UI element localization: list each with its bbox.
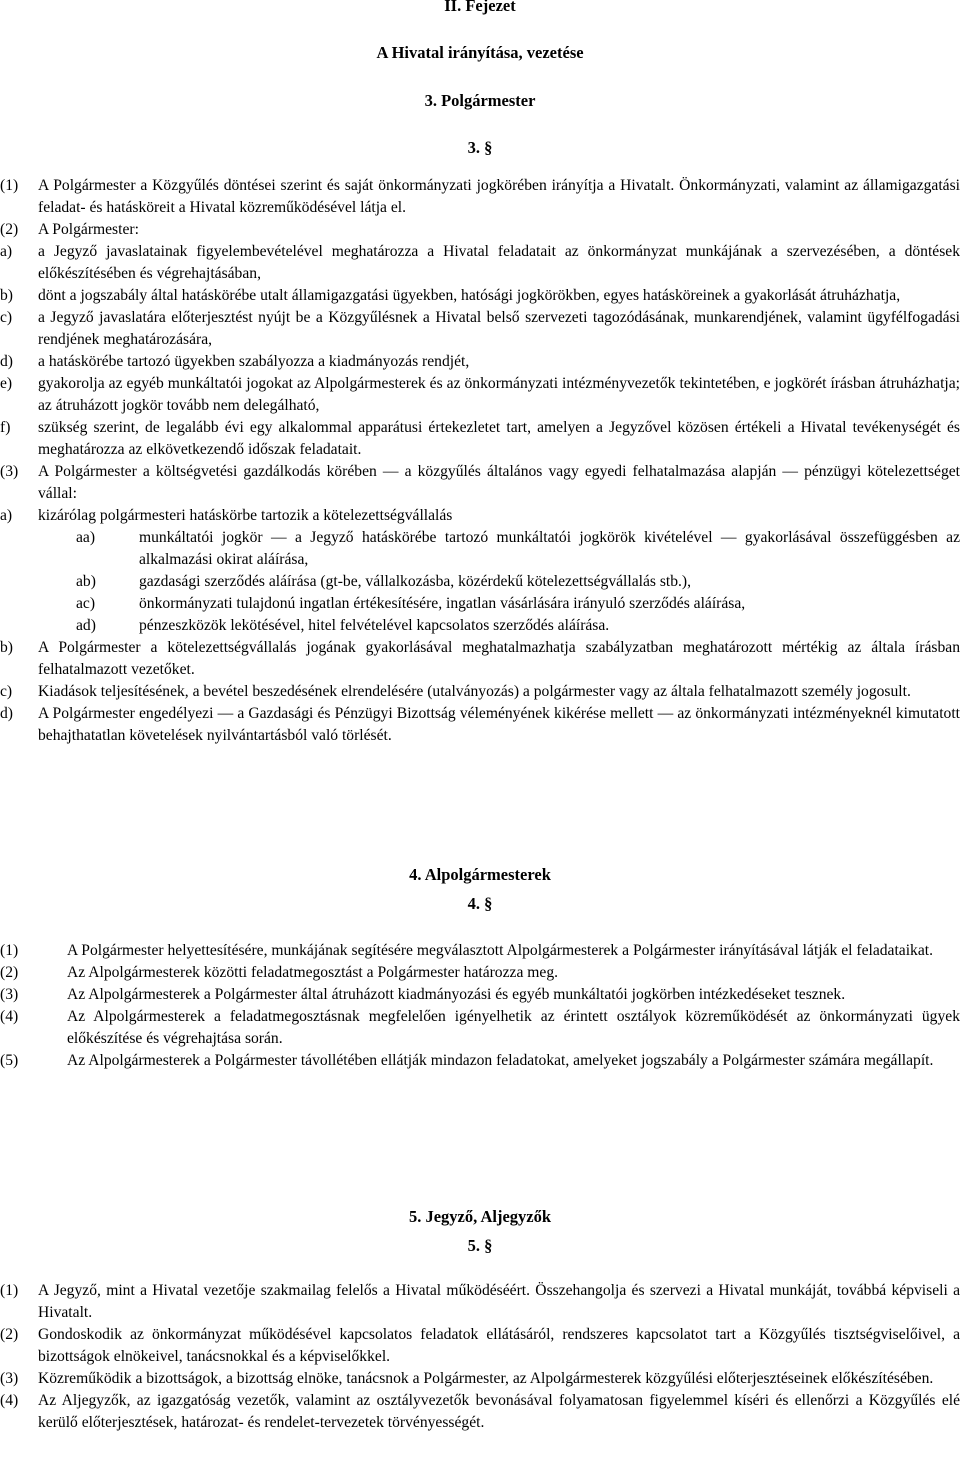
s3-p2-item-b: [0, 285, 960, 307]
list-marker: c): [0, 683, 13, 700]
s3-p2-text: A Polgármester:: [38, 221, 139, 238]
s4-item-2: [0, 962, 960, 984]
s3-p3-item-ac: [0, 593, 960, 615]
list-item-text: dönt a jogszabály által hatáskörébe utalt államigazgatási ügyekben, hatósági jogkörökben, egyes hatásköreinek a gyakorlását átruházhatja,: [38, 287, 901, 304]
list-item-text: a Jegyző javaslatainak figyelembevételével meghatározza a Hivatal feladatait az önkormányzat munkájának a szervezésében, a döntések előkészítésében és végrehajtásában,: [38, 243, 960, 282]
s4-item-5: [0, 1050, 960, 1072]
s4-item-1: [0, 940, 960, 962]
list-marker: aa): [76, 529, 96, 546]
s3-p2: [0, 219, 960, 241]
list-item-text: Az Alpolgármesterek közötti feladatmegosztást a Polgármester határozza meg.: [67, 964, 559, 981]
list-marker: (1): [0, 1282, 19, 1299]
list-marker: b): [0, 639, 13, 656]
chapter-title: A Hivatal irányítása, vezetése: [376, 43, 584, 62]
s5-item-3: [0, 1368, 960, 1390]
list-marker: (4): [0, 1392, 19, 1409]
s3-p3-item-b: [0, 637, 960, 681]
s3-p3-item-a: [0, 505, 960, 527]
chapter-heading: II. Fejezet: [444, 0, 516, 15]
s3-p3-item-ab: [0, 571, 960, 593]
list-item-text: önkormányzati tulajdonú ingatlan értékesítésére, ingatlan vásárlására irányuló szerződés aláírása,: [139, 595, 746, 612]
list-marker: a): [0, 507, 13, 524]
list-marker: d): [0, 705, 13, 722]
list-marker: (2): [0, 964, 19, 981]
section-5-body: [0, 1280, 960, 1434]
s3-p2-item-e: [0, 373, 960, 417]
list-item-text: Gondoskodik az önkormányzat működésével kapcsolatos feladatok ellátásáról, rendszeres kapcsolatot tart a Közgyűlés tisztségviselőivel, a bizottságok elnökeivel, tanácsnokkal és a képviselőkkel.: [38, 1326, 960, 1365]
s5-item-4: [0, 1390, 960, 1434]
list-item-text: A Polgármester a kötelezettségvállalás jogának gyakorlásával meghatalmazhatja szabályzatban meghatározott mértékig az általa írásban felhatalmazott vezetőket.: [38, 639, 960, 678]
list-item-text: Az Alpolgármesterek a Polgármester által átruházott kiadmányozási és egyéb munkáltatói jogkörben intézkedéseket tesznek.: [67, 986, 846, 1003]
list-item-text: A Polgármester helyettesítésére, munkájának segítésére megválasztott Alpolgármesterek a Polgármester irányításával látják el feladataikat.: [67, 942, 933, 959]
s5-item-2: [0, 1324, 960, 1368]
list-item-text: szükség szerint, de legalább évi egy alkalommal apparátusi értekezletet tart, amelyen a Jegyzővel közösen értékeli a Hivatal tevékenységét és meghatározza az elkövetkezendő időszak feladatait.: [38, 419, 960, 458]
s3-p3-item-d: [0, 703, 960, 747]
list-item-text: Kiadások teljesítésének, a bevétel beszedésének elrendelésére (utalványozás) a polgármester vagy az általa felhatalmazott személy jogosult.: [38, 683, 911, 700]
list-marker: ac): [76, 595, 96, 612]
list-marker: f): [0, 419, 11, 436]
list-marker: (4): [0, 1008, 19, 1025]
s3-p2-item-c: [0, 307, 960, 351]
list-item-text: a Jegyző javaslatára előterjesztést nyújt be a Közgyűlésnek a Hivatal belső szervezeti tagozódásának, munkarendjének, valamint ügyfélfogadási rendjének meghatározására,: [38, 309, 960, 348]
section-5-title: 5. Jegyző, Aljegyzők: [408, 1207, 552, 1226]
list-item-text: Közreműködik a bizottságok, a bizottság elnöke, tanácsnok a Polgármester, az Alpolgármesterek közgyűlési előterjesztéseinek előkészítésében.: [38, 1370, 934, 1387]
s3-p1-text: A Polgármester a Közgyűlés döntései szerint és saját önkormányzati jogkörében irányítja a Hivatalt. Önkormányzati, valamint az államigazgatási feladat- és hatásköreit a Hivatal közreműködésével látja el.: [38, 177, 960, 216]
section-4-paragraph-sign: 4. §: [467, 894, 493, 913]
list-marker: a): [0, 243, 13, 260]
s3-p3-item-ad: [0, 615, 960, 637]
list-item-text: Az Aljegyzők, az igazgatóság vezetők, valamint az osztályvezetők bevonásával folyamatosan figyelemmel kíséri és ellenőrzi a Közgyűlés elé kerülő előterjesztések, határozat- és rendelet-tervezetek törvényességét.: [38, 1392, 960, 1431]
s3-p3-text: A Polgármester a költségvetési gazdálkodás körében — a közgyűlés általános vagy egyedi felhatalmazása alapján — pénzügyi kötelezettséget vállal:: [38, 463, 960, 502]
list-item-text: Az Alpolgármesterek a Polgármester távollétében ellátják mindazon feladatokat, amelyeket jogszabály a Polgármester számára megállapít.: [67, 1052, 934, 1069]
section-5-paragraph-sign: 5. §: [467, 1236, 493, 1255]
list-marker: e): [0, 375, 13, 392]
s3-p2-item-a: [0, 241, 960, 285]
list-item-text: a hatáskörébe tartozó ügyekben szabályozza a kiadmányozás rendjét,: [38, 353, 470, 370]
section-4-body: [0, 940, 960, 1072]
list-item-text: Az Alpolgármesterek a feladatmegosztásnak megfelelően igényelhetik az érintett osztályok közreműködését az önkormányzati ügyek előkészítése és végrehajtása során.: [67, 1008, 960, 1047]
s3-p3: [0, 461, 960, 505]
list-marker: c): [0, 309, 13, 326]
list-marker: (3): [0, 1370, 19, 1387]
list-item-text: gazdasági szerződés aláírása (gt-be, vállalkozásba, közérdekű kötelezettségvállalás stb.),: [139, 573, 692, 590]
list-marker: (2): [0, 1326, 19, 1343]
section-3-paragraph-sign: 3. §: [467, 138, 493, 157]
s3-p3-item-c: [0, 681, 960, 703]
s3-p1-num: (1): [0, 177, 19, 194]
list-marker: ab): [76, 573, 96, 590]
list-item-text: pénzeszközök lekötésével, hitel felvételével kapcsolatos szerződés aláírása.: [139, 617, 610, 634]
section-3-body: [0, 175, 960, 747]
s3-p1: [0, 175, 960, 219]
list-marker: d): [0, 353, 13, 370]
s3-p3-item-aa: [0, 527, 960, 571]
section-4-title: 4. Alpolgármesterek: [409, 865, 551, 884]
s3-p2-item-f: [0, 417, 960, 461]
list-item-text: munkáltatói jogkör — a Jegyző hatáskörébe tartozó munkáltatói jogkörök kivételével — gyakorlásával összefüggésben az alkalmazási okirat aláírása,: [139, 529, 960, 568]
s4-item-4: [0, 1006, 960, 1050]
list-item-text: gyakorolja az egyéb munkáltatói jogokat az Alpolgármesterek és az önkormányzati intézményvezetők tekintetében, e jogkörét írásban átruházhatja; az átruházott jogkör tovább nem delegálható,: [38, 375, 960, 414]
list-marker: (5): [0, 1052, 19, 1069]
s3-p3-num: (3): [0, 463, 19, 480]
list-marker: b): [0, 287, 13, 304]
s5-item-1: [0, 1280, 960, 1324]
list-marker: (3): [0, 986, 19, 1003]
list-item-text: A Jegyző, mint a Hivatal vezetője szakmailag felelős a Hivatal működéséért. Összehangolja és szervezi a Hivatal munkáját, továbbá képviseli a Hivatalt.: [38, 1282, 960, 1321]
list-item-text: A Polgármester engedélyezi — a Gazdasági és Pénzügyi Bizottság véleményének kikérése mellett — az önkormányzati intézményeknél kimutatott behajthatatlan követelések nyilvántartásból való törlését.: [38, 705, 960, 744]
s3-p2-num: (2): [0, 221, 19, 238]
list-item-text: kizárólag polgármesteri hatáskörbe tartozik a kötelezettségvállalás: [38, 507, 453, 524]
section-3-title: 3. Polgármester: [424, 91, 536, 110]
list-marker: ad): [76, 617, 96, 634]
list-marker: (1): [0, 942, 19, 959]
s3-p2-item-d: [0, 351, 960, 373]
s4-item-3: [0, 984, 960, 1006]
